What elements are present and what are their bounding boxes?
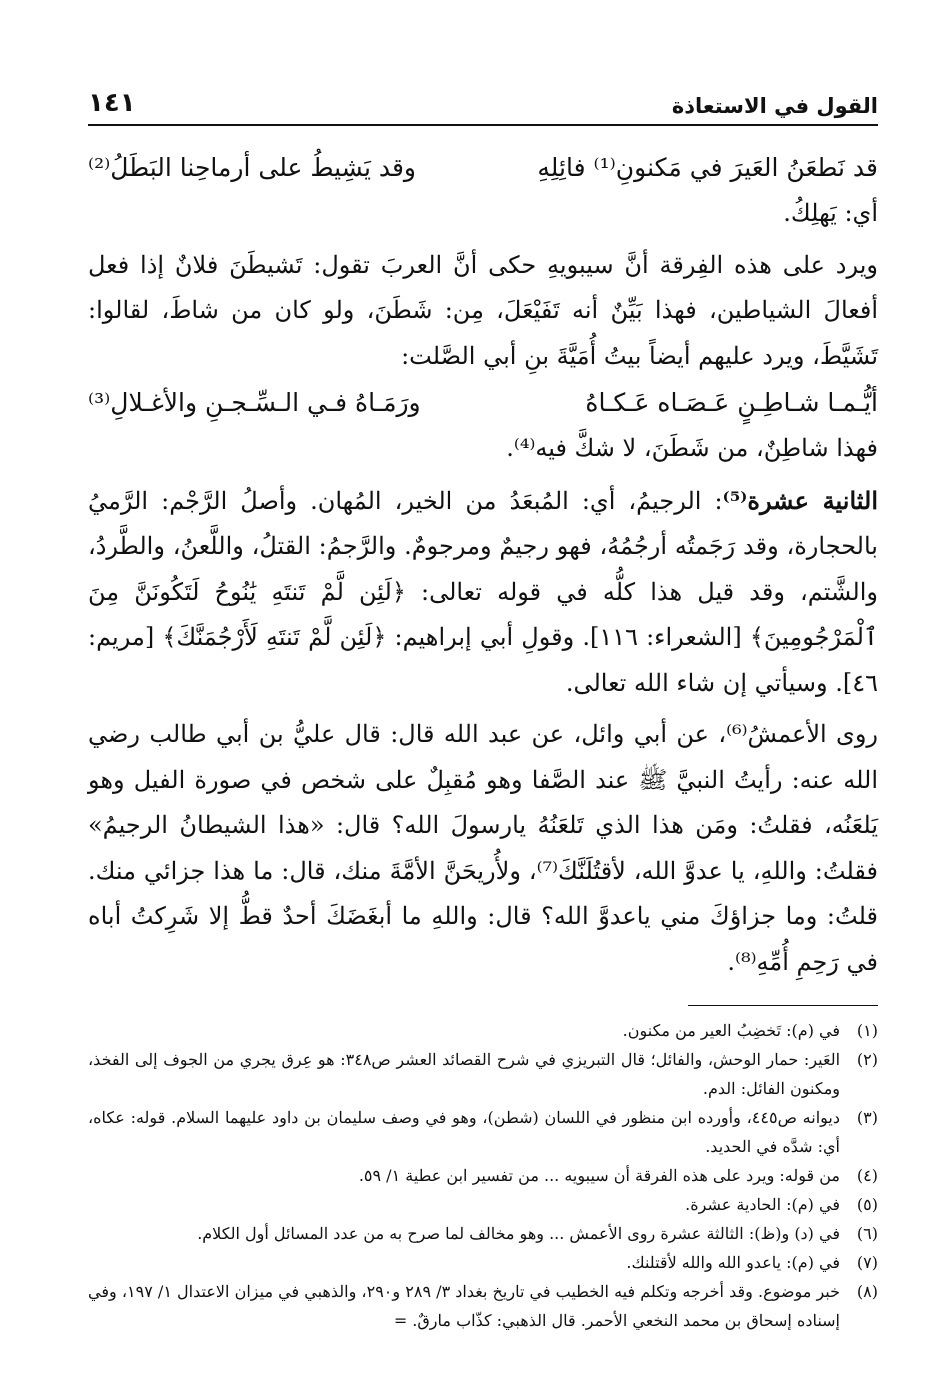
paragraph-1: ويرد على هذه الفِرقة أنَّ سيبويهِ حكى أنَّ العربَ تقول: تَشيطَنَ فلانٌ إذا فعل أفعالَ الشياطين، فهذا بَيِّنٌ أنه تَفَيْعَلَ، مِن: شَطَنَ، ولو كان من شاطَ، لقالوا: تَشَيَّطَ، ويرد عليهم أيضاً بيتُ أُمَيَّةَ بنِ أبي الصَّلت: [88,250,878,370]
gloss-line: أي: يَهلِكُ. [783,199,878,227]
footnote-5: (٥) في (م): الحادية عشرة. [685,1195,878,1214]
footnote-4: (٤) من قوله: ويرد على هذه الفرقة أن سيبويه ... من تفسير ابن عطية ١/ ٥٩. [358,1166,878,1185]
verse-1 [88,144,878,191]
verse-2-first-hemistich: أيُّـمـا شـاطِـنٍ عَـصَـاه عَـكـاهُ [585,388,878,417]
footnote-separator [688,1005,878,1006]
header-rule [88,124,878,126]
verse-1-second-hemistich: وقد يَشِيطُ على أرماحِنا البَطَلُ⁽²⁾ [88,153,417,182]
verse-1-first-hemistich: قد نَطعَنُ العَيرَ في مَكنونِ⁽¹⁾ فائِلِهِ [537,153,878,182]
footnote-3: (٣) ديوانه ص٤٤٥، وأورده ابن منظور في اللسان (شطن)، وهو في وصف سليمان بن داود عليهما السلام. قوله: عكاه، أي: شدَّه في الحديد. [88,1108,878,1156]
verse-2-second-hemistich: ورَمَـاهُ فـي الـسِّـجـنِ والأغـلالِ⁽³⁾ [88,388,421,417]
footnote-2: (٢) العَير: حمار الوحش، والفائل؛ قال التبريزي في شرح القصائد العشر ص٣٤٨: هو عِرق يجري من الجوف إلى الفخذ، ومكنون الفائل: الدم. [88,1050,878,1098]
footnote-1: (١) في (م): تَخضِبُ العير من مكنون. [622,1021,878,1040]
chapter-title: القول في الاستعاذة [671,94,878,118]
book-page [88,78,878,1335]
paragraph-2 [88,478,878,707]
paragraph-2-text: : الرجيمُ، أي: المُبعَدُ من الخير، المُهان. وأصلُ الرَّجْم: الرَّميُ بالحجارة، وقد رَجَمتُه أرجُمُهُ، فهو رجيمٌ ومرجومٌ. والرَّجمُ: القتلُ، واللَّعنُ، والطَّردُ، والشَّتم، وقد قيل هذا كلُّه في قوله تعالى: ﴿لَئِن لَّمْ تَنتَهِ يَٰنُوحُ لَتَكُونَنَّ مِنَ ٱلْمَرْجُومِينَ﴾ [الشعراء: ١١٦]. وقولِ أبي إبراهيم: ﴿لَئِن لَّمْ تَنتَهِ لَأَرْجُمَنَّكَ﴾ [مريم: ٤٦]. وسيأتي إن شاء الله تعالى. [88,486,878,697]
paragraph-2-heading: الثانية عشرة⁽⁵⁾ [722,485,878,515]
footnote-8: (٨) خبر موضوع. وقد أخرجه وتكلم فيه الخطيب في تاريخ بغداد ٣/ ٢٨٩ و٢٩٠، والذهبي في ميزان الاعتدال ١/ ١٩٧، وفي إسناده إسحاق بن محمد النخعي الأحمر. قال الذهبي: كذّاب مارقٌ. = [88,1282,878,1330]
page-number: ١٤١ [88,88,136,118]
footnotes [88,1016,878,1335]
paragraph-3: روى الأعمشُ⁽⁶⁾، عن أبي وائل، عن عبد الله قال: قال عليُّ بن أبي طالب رضي الله عنه: رأيتُ النبيَّ ﷺ عند الصَّفا وهو مُقبِلٌ على شخص في صورة الفيل وهو يَلعَنُه، فقلتُ: ومَن هذا الذي تَلعَنُهُ يارسولَ الله؟ قال: «هذا الشيطانُ الرجيمُ» فقلتُ: واللهِ، يا عدوَّ الله، لأقتُلَنَّكَ⁽⁷⁾، ولأُريحَنَّ الأمَّةَ منك، قال: ما هذا جزائي منك. قلتُ: وما جزاؤكَ مني ياعدوَّ الله؟ قال: واللهِ ما أبغَضَكَ أحدٌ قطُّ إلا شَرِكتُ أباه في رَحِمِ أُمِّهِ⁽⁸⁾. [88,720,879,976]
verse-2 [88,379,878,426]
post-verse-line: فهذا شاطِنٌ، من شَطَنَ، لا شكَّ فيه⁽⁴⁾. [506,434,878,462]
footnote-7: (٧) في (م): ياعدو الله والله لأقتلنك. [626,1253,878,1272]
footnote-6: (٦) في (د) و(ظ): الثالثة عشرة روى الأعمش ... وهو مخالف لما صرح به من عدد المسائل أول الكلام. [197,1224,878,1243]
main-text [88,144,878,985]
running-header [88,78,878,118]
